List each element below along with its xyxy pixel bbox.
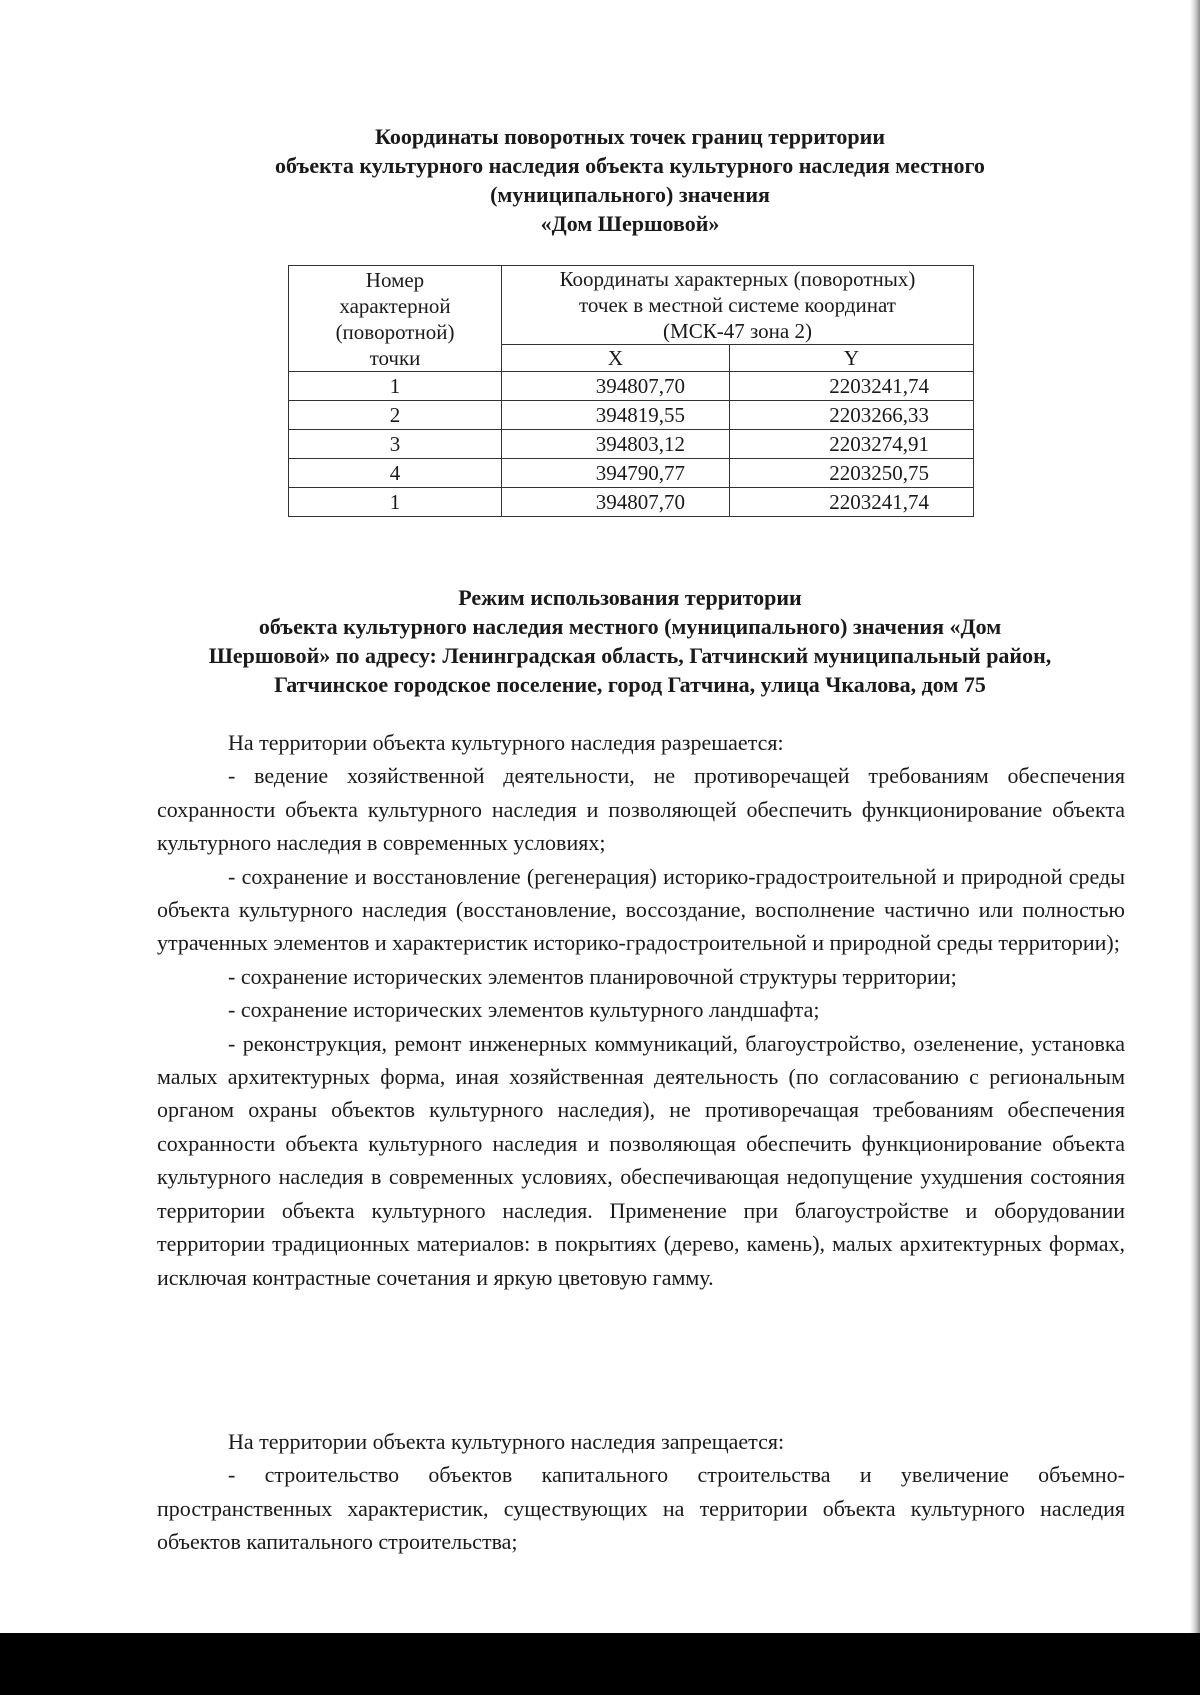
x-column-header: X — [502, 345, 730, 372]
forbidden-section — [157, 1425, 1125, 1559]
x-coordinate-cell: 394807,70 — [502, 372, 730, 401]
header-text-line: Номер — [365, 267, 425, 292]
forbidden-item: - строительство объектов капитального строительства и увеличение объемно-пространственных характеристик, существующих на территории объекта культурного наследия объектов капитального строительства; — [157, 1462, 1125, 1555]
table-row — [289, 372, 974, 401]
permitted-section — [157, 726, 1125, 1294]
y-coordinate-cell: 2203241,74 — [730, 488, 974, 517]
coordinates-header — [502, 266, 974, 345]
header-text-line: характерной — [339, 293, 451, 318]
point-number-cell: 1 — [289, 488, 502, 517]
permitted-item: - сохранение исторических элементов планировочной структуры территории; — [228, 963, 957, 989]
coordinates-title-line: «Дом Шершовой» — [540, 211, 720, 236]
header-text-line: (МСК-47 зона 2) — [663, 319, 812, 343]
permitted-item: - сохранение исторических элементов культурного ландшафта; — [228, 997, 820, 1023]
header-text-line: Координаты характерных (поворотных) — [559, 267, 916, 291]
y-coordinate-cell: 2203266,33 — [730, 401, 974, 430]
x-coordinate-cell: 394819,55 — [502, 401, 730, 430]
table-row — [289, 459, 974, 488]
permitted-intro: На территории объекта культурного наследия разрешается: — [228, 730, 784, 755]
usage-regime-title-line: Шершовой» по адресу: Ленинградская область, Гатчинский муниципальный район, — [208, 643, 1052, 668]
permitted-item: - реконструкция, ремонт инженерных коммуникаций, благоустройство, озеленение, установка малых архитектурных форма, иная хозяйственная деятельность (по согласованию с региональным органом охраны объектов культурного наследия), не противоречащая требованиям обеспечения сохранности объекта культурного наследия и позволяющая обеспечить функционирование объекта культурного наследия в современных условиях, обеспечивающая недопущение ухудшения состояния территории объекта культурного наследия. Применение при благоустройстве и оборудовании территории традиционных материалов: в покрытиях (дерево, камень), малых архитектурных формах, исключая контрастные сочетания и яркую цветовую гамму. — [157, 1030, 1125, 1290]
usage-regime-title-line: Гатчинское городское поселение, город Гатчина, улица Чкалова, дом 75 — [274, 672, 986, 697]
point-number-cell: 3 — [289, 430, 502, 459]
coordinates-title-line: объекта культурного наследия объекта культурного наследия местного — [275, 153, 985, 178]
permitted-item: - сохранение и восстановление (регенерация) историко-градостроительной и природной среды объекта культурного наследия (восстановление, воссоздание, восполнение частично или полностью утраченных элементов и характеристик историко-градостроительной и природной среды территории); — [157, 863, 1125, 956]
header-text-line: точки — [369, 345, 421, 370]
table-row — [289, 401, 974, 430]
coordinates-title — [130, 122, 1130, 238]
x-coordinate-cell: 394803,12 — [502, 430, 730, 459]
point-number-cell: 1 — [289, 372, 502, 401]
coordinates-title-line: (муниципального) значения — [490, 182, 770, 207]
permitted-item: - ведение хозяйственной деятельности, не противоречащей требованиям обеспечения сохранности объекта культурного наследия и позволяющей обеспечить функционирование объекта культурного наследия в современных условиях; — [157, 763, 1125, 856]
y-coordinate-cell: 2203274,91 — [730, 430, 974, 459]
page-edge-shadow — [1190, 0, 1200, 1633]
y-coordinate-cell: 2203250,75 — [730, 459, 974, 488]
scan-bottom-border — [0, 1633, 1200, 1695]
y-coordinate-cell: 2203241,74 — [730, 372, 974, 401]
usage-regime-title — [130, 583, 1130, 699]
header-text-line: (поворотной) — [335, 319, 455, 344]
usage-regime-title-line: Режим использования территории — [458, 585, 802, 610]
point-number-cell: 4 — [289, 459, 502, 488]
x-coordinate-cell: 394807,70 — [502, 488, 730, 517]
point-number-cell: 2 — [289, 401, 502, 430]
usage-regime-title-line: объекта культурного наследия местного (муниципального) значения «Дом — [258, 614, 1002, 639]
table-row — [289, 488, 974, 517]
point-number-header — [289, 266, 502, 372]
coordinates-table — [288, 265, 974, 517]
table-row — [289, 430, 974, 459]
y-column-header: Y — [730, 345, 974, 372]
x-coordinate-cell: 394790,77 — [502, 459, 730, 488]
coordinates-title-line: Координаты поворотных точек границ территории — [374, 124, 886, 149]
forbidden-intro: На территории объекта культурного наследия запрещается: — [228, 1429, 785, 1454]
header-text-line: точек в местной системе координат — [579, 293, 896, 317]
